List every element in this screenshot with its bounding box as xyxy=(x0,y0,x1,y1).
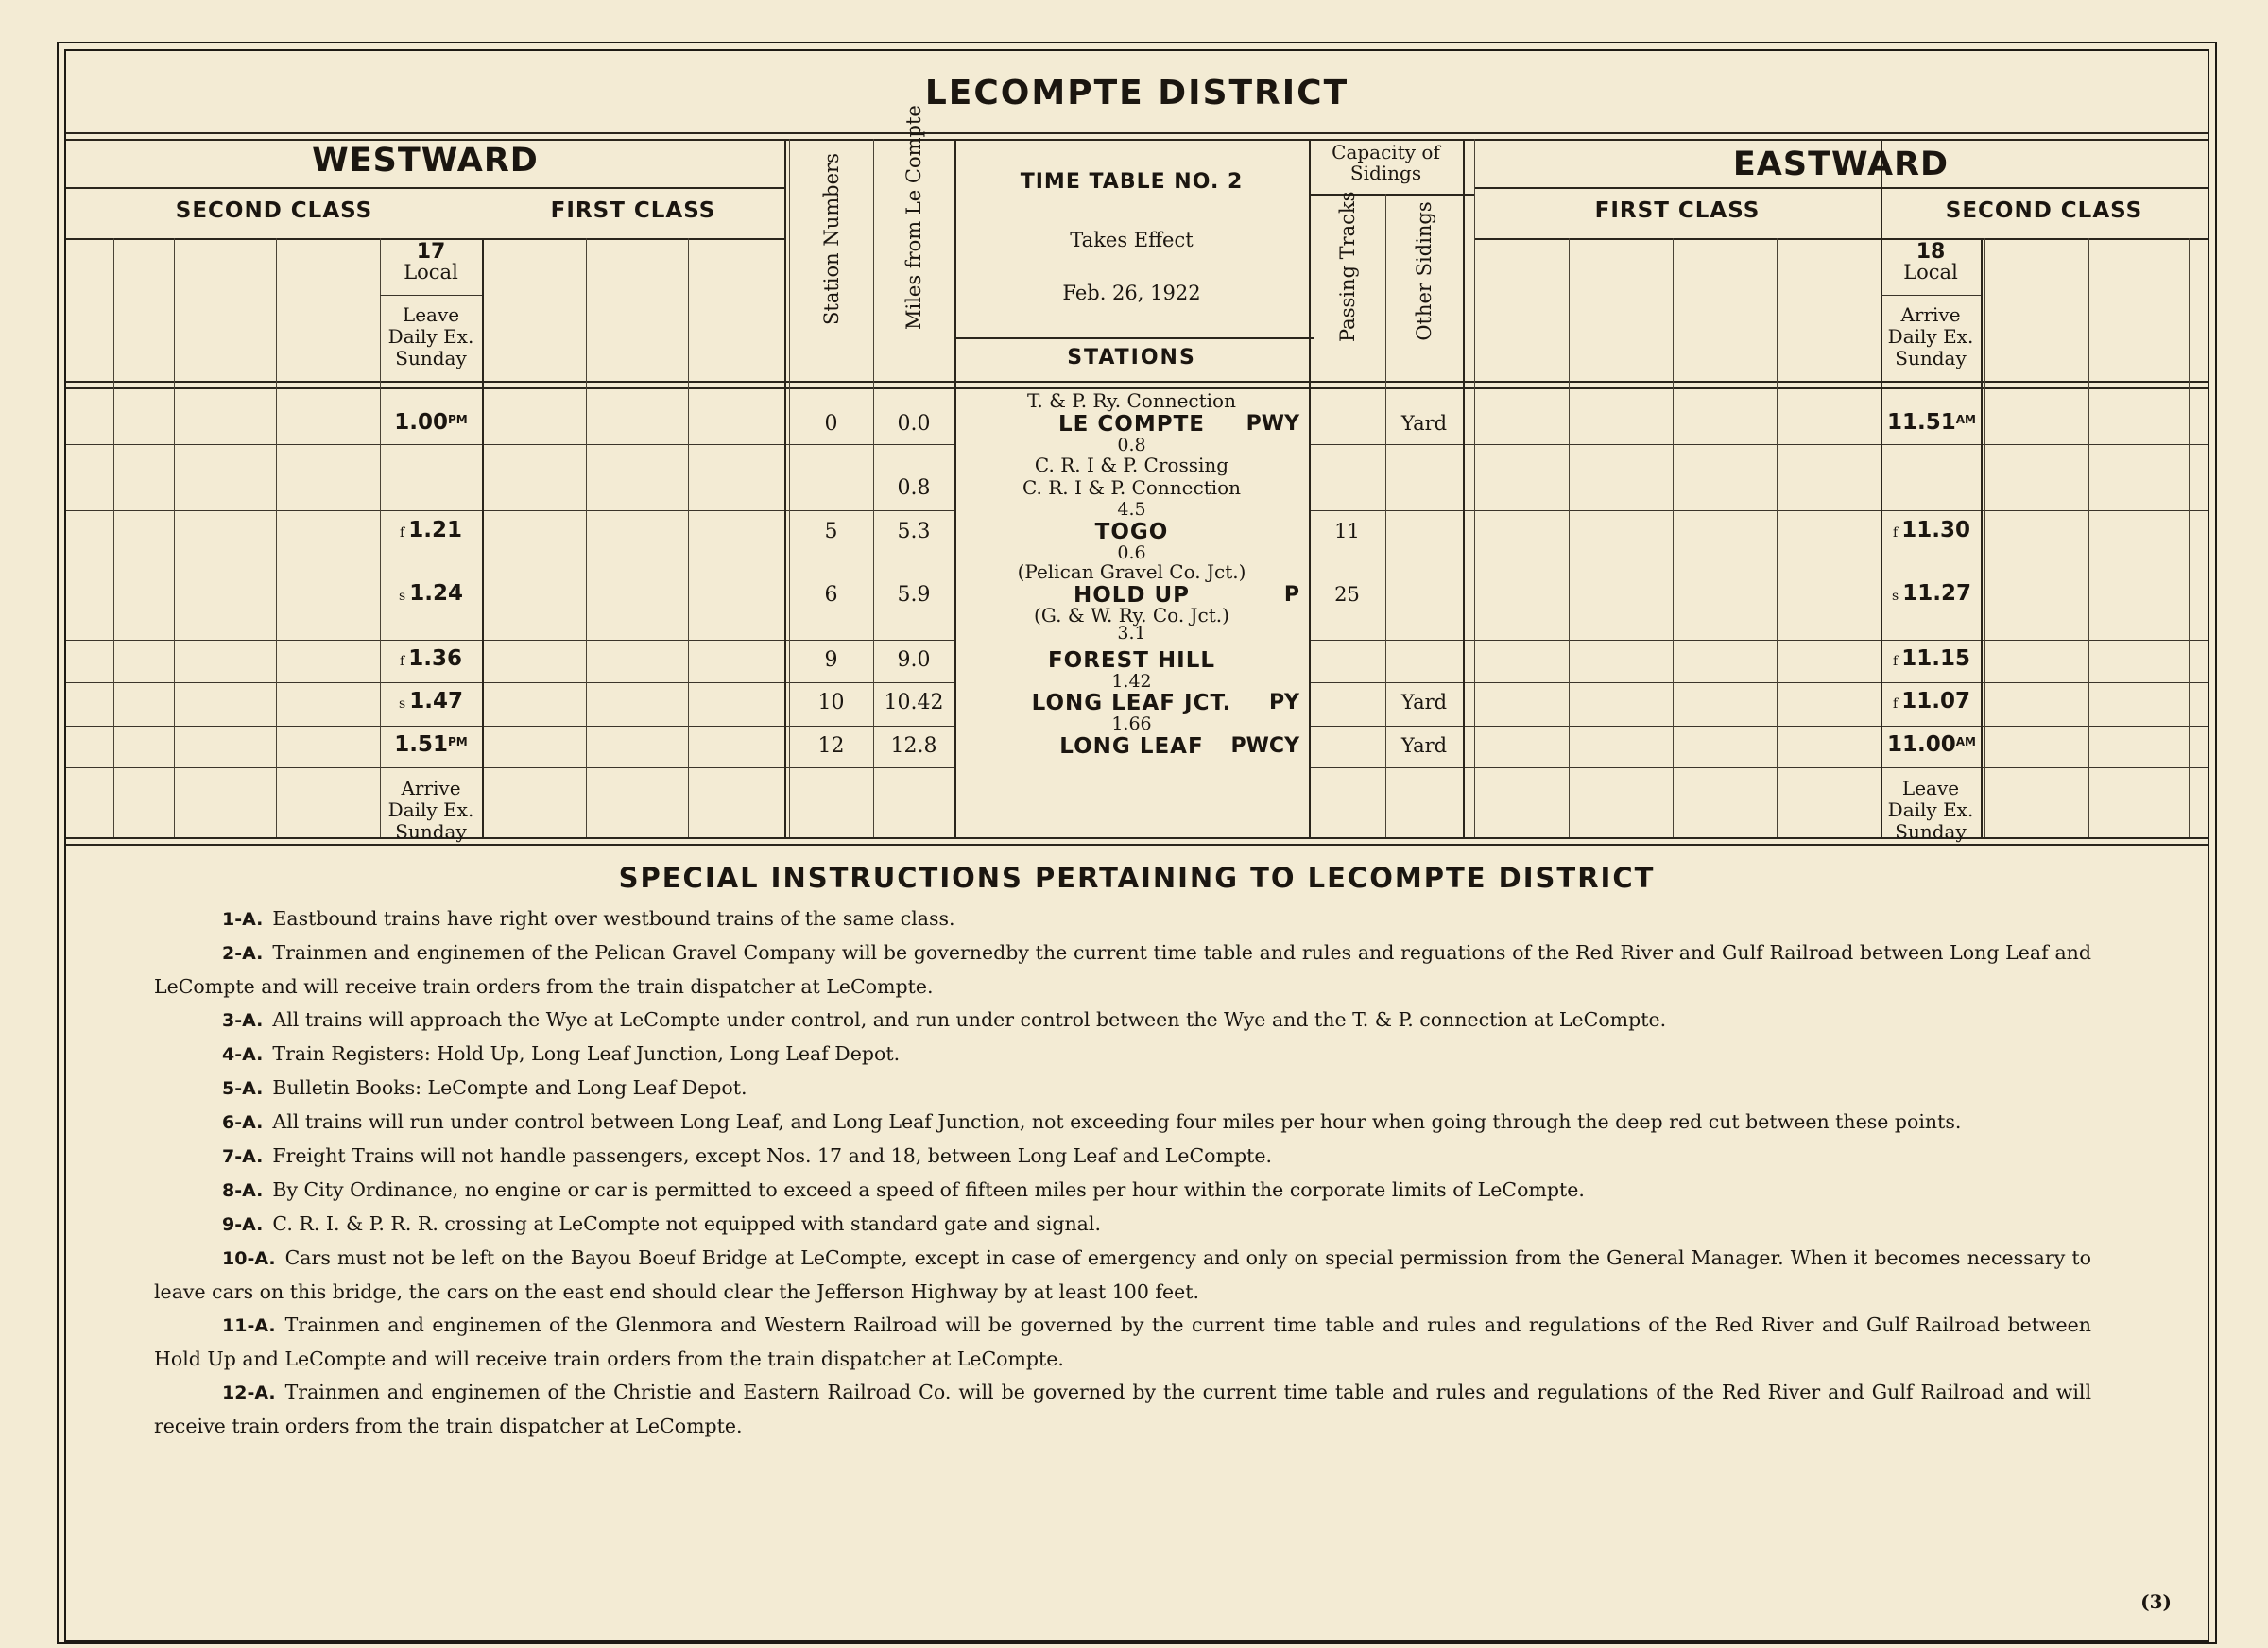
row-6-other-sidings: Yard xyxy=(1400,734,1448,757)
row-3-west-flag: s xyxy=(399,589,406,604)
row-4-west-time-value: 1.36 xyxy=(408,646,462,671)
row-2-miles: 5.3 xyxy=(897,520,931,543)
row-5-other-sidings: Yard xyxy=(1400,691,1448,713)
westward-heading: WESTWARD xyxy=(312,142,539,180)
row-1-station-name: C. R. I & P. Connection xyxy=(1022,476,1242,499)
rule-train-17 xyxy=(380,295,482,296)
row-0-eastbound-time xyxy=(1882,410,1981,435)
instruction-item xyxy=(154,1242,2091,1309)
row-6-station-name: LONG LEAF xyxy=(1059,734,1204,759)
instruction-text: Trainmen and enginemen of the Pelican Gravel Company will be governedby the current time table and rules and reguations of the Red River and Gulf Railroad between Long Leaf and LeCompte and will receive train orders from the train dispatcher at LeCompte. xyxy=(154,941,2091,998)
instruction-item xyxy=(154,1376,2091,1443)
instruction-item xyxy=(154,1038,2091,1072)
instructions-title: SPECIAL INSTRUCTIONS PERTAINING TO LECOMPTE DISTRICT xyxy=(618,862,1656,894)
instruction-label: 2-A. xyxy=(222,943,264,964)
instruction-text: Eastbound trains have right over westbound trains of the same class. xyxy=(272,907,955,930)
train-18-kind: Local xyxy=(1903,261,1958,283)
instruction-item xyxy=(154,1140,2091,1174)
eastward-heading: EASTWARD xyxy=(1732,146,1950,183)
row-6-westbound-time xyxy=(382,732,480,757)
row-5-westbound-time xyxy=(382,689,480,713)
capacity-header: Capacity of Sidings xyxy=(1332,141,1440,184)
train-18-head-note: Arrive Daily Ex. Sunday xyxy=(1887,303,1974,369)
instruction-item xyxy=(154,1072,2091,1106)
row-3-west-time-value: 1.24 xyxy=(409,581,463,606)
row-4-eastbound-time xyxy=(1882,646,1981,671)
row-2-east-time-value: 11.30 xyxy=(1901,518,1970,542)
instruction-text: All trains will run under control between Long Leaf, and Long Leaf Junction, not exceeding four miles per hour when going through the deep red cut between these points. xyxy=(272,1110,1962,1133)
row-5-station-name: LONG LEAF JCT. xyxy=(1031,691,1232,715)
instruction-item xyxy=(154,1106,2091,1140)
col-line-west-double xyxy=(789,139,790,837)
row-4-station-name: FOREST HILL xyxy=(1047,648,1216,673)
row-rule-west-6 xyxy=(66,767,954,768)
row-3-station-name: HOLD UP xyxy=(1073,583,1191,608)
instruction-label: 4-A. xyxy=(222,1044,264,1065)
row-0-east-time-value: 11.51 xyxy=(1887,410,1956,435)
row-2-west-flag: f xyxy=(400,525,405,541)
rule-train-18 xyxy=(1881,295,1981,296)
row-1-pre-note: C. R. I & P. Crossing xyxy=(1034,454,1229,476)
col-line-east-0 xyxy=(1569,238,1570,837)
instruction-label: 11-A. xyxy=(222,1315,276,1336)
timetable-name: TIME TABLE NO. 2 xyxy=(1020,170,1244,194)
col-line-west-6 xyxy=(688,238,689,837)
instructions-list xyxy=(154,902,2091,1443)
train-17-number: 17 xyxy=(416,240,446,264)
train-18-number: 18 xyxy=(1916,240,1946,264)
row-0-westbound-time xyxy=(382,410,480,435)
instruction-item xyxy=(154,1309,2091,1376)
row-rule-west-3 xyxy=(66,640,954,641)
row-rule-east-3 xyxy=(1309,640,2208,641)
row-rule-east-4 xyxy=(1309,682,2208,683)
row-0-distance-after: 0.8 xyxy=(1117,435,1146,455)
eastward-second-class: SECOND CLASS xyxy=(1945,198,2143,223)
row-3-station-number: 6 xyxy=(824,583,838,607)
row-6-west-ampm: PM xyxy=(448,735,468,748)
train-17-kind: Local xyxy=(404,261,458,283)
row-5-east-flag: f xyxy=(1893,696,1899,712)
col-line-west-train xyxy=(482,238,484,837)
row-0-east-ampm: AM xyxy=(1955,413,1976,426)
row-2-east-flag: f xyxy=(1893,525,1899,541)
row-5-miles: 10.42 xyxy=(884,691,944,714)
col-line-west-0 xyxy=(113,238,114,837)
instruction-label: 9-A. xyxy=(222,1214,264,1235)
takes-effect-label: Takes Effect xyxy=(1070,229,1194,251)
instruction-text: Trainmen and enginemen of the Glenmora and Western Railroad will be governed by the current time table and rules and regulations of the Red River and Gulf Railroad between Hold Up and LeCompte and will receive train orders from the train dispatcher at LeCompte. xyxy=(154,1313,2091,1370)
instruction-label: 10-A. xyxy=(222,1248,276,1269)
row-4-westbound-time xyxy=(382,646,480,671)
instruction-text: C. R. I. & P. R. R. crossing at LeCompte not equipped with standard gate and signal. xyxy=(272,1212,1101,1235)
instruction-text: Freight Trains will not handle passengers, except Nos. 17 and 18, between Long Leaf and LeCompte. xyxy=(272,1144,1272,1167)
train-17-foot-note: Arrive Daily Ex. Sunday xyxy=(387,777,474,843)
row-2-station-number: 5 xyxy=(824,520,838,543)
other-sidings-header: Other Sidings xyxy=(1413,201,1435,341)
row-5-west-time-value: 1.47 xyxy=(409,689,463,713)
train-18-foot-note: Leave Daily Ex. Sunday xyxy=(1887,777,1974,843)
row-2-westbound-time xyxy=(382,518,480,542)
instruction-label: 1-A. xyxy=(222,909,264,930)
row-2-passing-tracks: 11 xyxy=(1334,520,1360,542)
row-3-station-code: P xyxy=(1283,583,1299,607)
row-2-station-name: TOGO xyxy=(1094,520,1169,544)
eastward-first-class: FIRST CLASS xyxy=(1594,198,1761,223)
page-number: (3) xyxy=(2140,1590,2172,1613)
row-rule-west-4 xyxy=(66,682,954,683)
rule-westward-head xyxy=(66,187,784,189)
row-5-distance-after: 1.66 xyxy=(1111,713,1152,734)
col-line-east-5 xyxy=(2088,238,2089,837)
instruction-text: Bulletin Books: LeCompte and Long Leaf Depot. xyxy=(272,1076,747,1099)
row-3-east-time-value: 11.27 xyxy=(1902,581,1971,606)
row-6-station-code: PWCY xyxy=(1230,734,1299,758)
row-4-west-flag: f xyxy=(400,654,405,669)
instruction-label: 8-A. xyxy=(222,1180,264,1201)
row-6-miles: 12.8 xyxy=(890,734,937,758)
stations-label: STATIONS xyxy=(1067,346,1196,369)
row-4-distance-after: 1.42 xyxy=(1111,671,1152,692)
row-0-west-time-value: 1.00 xyxy=(394,410,448,435)
row-6-station-number: 12 xyxy=(817,734,845,758)
instruction-item xyxy=(154,936,2091,1004)
row-3-distance-after: 3.1 xyxy=(1117,623,1146,644)
passing-tracks-header: Passing Tracks xyxy=(1336,191,1359,342)
instruction-item xyxy=(154,1174,2091,1208)
row-3-westbound-time xyxy=(382,581,480,606)
row-0-station-number: 0 xyxy=(824,412,838,436)
row-0-other-sidings: Yard xyxy=(1400,412,1448,435)
instruction-label: 3-A. xyxy=(222,1010,264,1031)
row-6-west-time-value: 1.51 xyxy=(394,732,448,757)
rule-head-bottom-1 xyxy=(66,381,2208,383)
station-numbers-header: Station Numbers xyxy=(820,153,843,325)
row-1-miles: 0.8 xyxy=(897,476,931,500)
row-4-east-time-value: 11.15 xyxy=(1901,646,1970,671)
row-rule-west-5 xyxy=(66,726,954,727)
col-line-east-2 xyxy=(1777,238,1778,837)
col-line-west-5 xyxy=(586,238,587,837)
instruction-item xyxy=(154,1208,2091,1242)
row-3-passing-tracks: 25 xyxy=(1334,583,1360,606)
row-6-east-time-value: 11.00 xyxy=(1887,732,1956,757)
instruction-label: 12-A. xyxy=(222,1382,276,1403)
col-line-west-1 xyxy=(174,238,175,837)
row-3-eastbound-time xyxy=(1882,581,1981,606)
district-title: LECOMPTE DISTRICT xyxy=(924,74,1349,112)
col-line-west-class-divider xyxy=(784,139,786,837)
row-2-distance-after: 0.6 xyxy=(1117,542,1146,563)
instruction-label: 7-A. xyxy=(222,1146,264,1167)
rule-stations-head xyxy=(954,337,1314,339)
row-2-eastbound-time xyxy=(1882,518,1981,542)
instruction-item xyxy=(154,902,2091,936)
rule-capacity-head xyxy=(1309,194,1474,196)
rule-top-double-1 xyxy=(66,132,2208,134)
instruction-text: All trains will approach the Wye at LeCompte under control, and run under control between the Wye and the T. & P. connection at LeCompte. xyxy=(272,1008,1667,1031)
row-rule-east-6 xyxy=(1309,767,2208,768)
row-5-eastbound-time xyxy=(1882,689,1981,713)
rule-top-double-2 xyxy=(66,139,2208,141)
row-3-pre-note: (Pelican Gravel Co. Jct.) xyxy=(1017,560,1246,583)
effective-date: Feb. 26, 1922 xyxy=(1062,282,1201,304)
rule-table-bottom-2 xyxy=(66,844,2208,846)
col-line-east-6 xyxy=(2189,238,2190,837)
row-1-distance-after: 4.5 xyxy=(1117,499,1146,520)
row-0-station-code: PWY xyxy=(1246,412,1299,436)
row-0-west-ampm: PM xyxy=(448,413,468,426)
instruction-label: 6-A. xyxy=(222,1112,264,1133)
row-3-east-flag: s xyxy=(1892,589,1899,604)
instruction-label: 5-A. xyxy=(222,1078,264,1099)
rule-eastward-head xyxy=(1474,187,2208,189)
instruction-item xyxy=(154,1004,2091,1038)
instruction-text: Trainmen and enginemen of the Christie and Eastern Railroad Co. will be governed by the current time table and rules and regulations of the Red River and Gulf Railroad and will receive train orders from the train dispatcher at LeCompte. xyxy=(154,1381,2091,1437)
col-line-stations-right xyxy=(1309,139,1311,837)
instruction-text: Cars must not be left on the Bayou Boeuf Bridge at LeCompte, except in case of emergency and only on special permission from the General Manager. When it becomes necessary to leave cars on this bridge, the cars on the east end should clear the Jefferson Highway by at least 100 feet. xyxy=(154,1246,2091,1303)
row-rule-west-1 xyxy=(66,510,954,511)
row-0-station-name: LE COMPTE xyxy=(1058,412,1205,437)
col-line-west-2 xyxy=(276,238,277,837)
westward-first-class: FIRST CLASS xyxy=(550,198,716,223)
row-4-station-number: 9 xyxy=(824,648,838,672)
col-line-other xyxy=(1463,139,1465,837)
instruction-text: By City Ordinance, no engine or car is permitted to exceed a speed of fifteen miles per hour within the corporate limits of LeCompte. xyxy=(272,1178,1585,1201)
miles-from-header: Miles from Le Compte xyxy=(902,105,925,330)
row-6-eastbound-time xyxy=(1882,732,1981,757)
instruction-text: Train Registers: Hold Up, Long Leaf Junction, Long Leaf Depot. xyxy=(272,1042,901,1065)
rule-class-head-east xyxy=(1474,238,2208,240)
row-5-east-time-value: 11.07 xyxy=(1901,689,1970,713)
train-17-head-note: Leave Daily Ex. Sunday xyxy=(387,303,474,369)
row-rule-west-0 xyxy=(66,444,954,445)
row-rule-east-0 xyxy=(1309,444,2208,445)
col-line-other-double xyxy=(1474,139,1475,837)
row-rule-east-1 xyxy=(1309,510,2208,511)
row-3-post-note: (G. & W. Ry. Co. Jct.) xyxy=(1034,604,1229,627)
row-4-miles: 9.0 xyxy=(897,648,931,672)
row-4-east-flag: f xyxy=(1893,654,1899,669)
row-5-station-number: 10 xyxy=(817,691,845,714)
row-5-station-code: PY xyxy=(1268,691,1299,714)
row-0-pre-note: T. & P. Ry. Connection xyxy=(1027,389,1236,412)
row-6-east-ampm: AM xyxy=(1955,735,1976,748)
row-rule-east-5 xyxy=(1309,726,2208,727)
row-0-miles: 0.0 xyxy=(897,412,931,436)
westward-second-class: SECOND CLASS xyxy=(175,198,373,223)
row-3-miles: 5.9 xyxy=(897,583,931,607)
row-5-west-flag: s xyxy=(399,696,406,712)
col-line-east-4 xyxy=(1984,238,1985,837)
col-line-east-train xyxy=(1981,238,1983,837)
col-line-east-1 xyxy=(1673,238,1674,837)
row-2-west-time-value: 1.21 xyxy=(408,518,462,542)
